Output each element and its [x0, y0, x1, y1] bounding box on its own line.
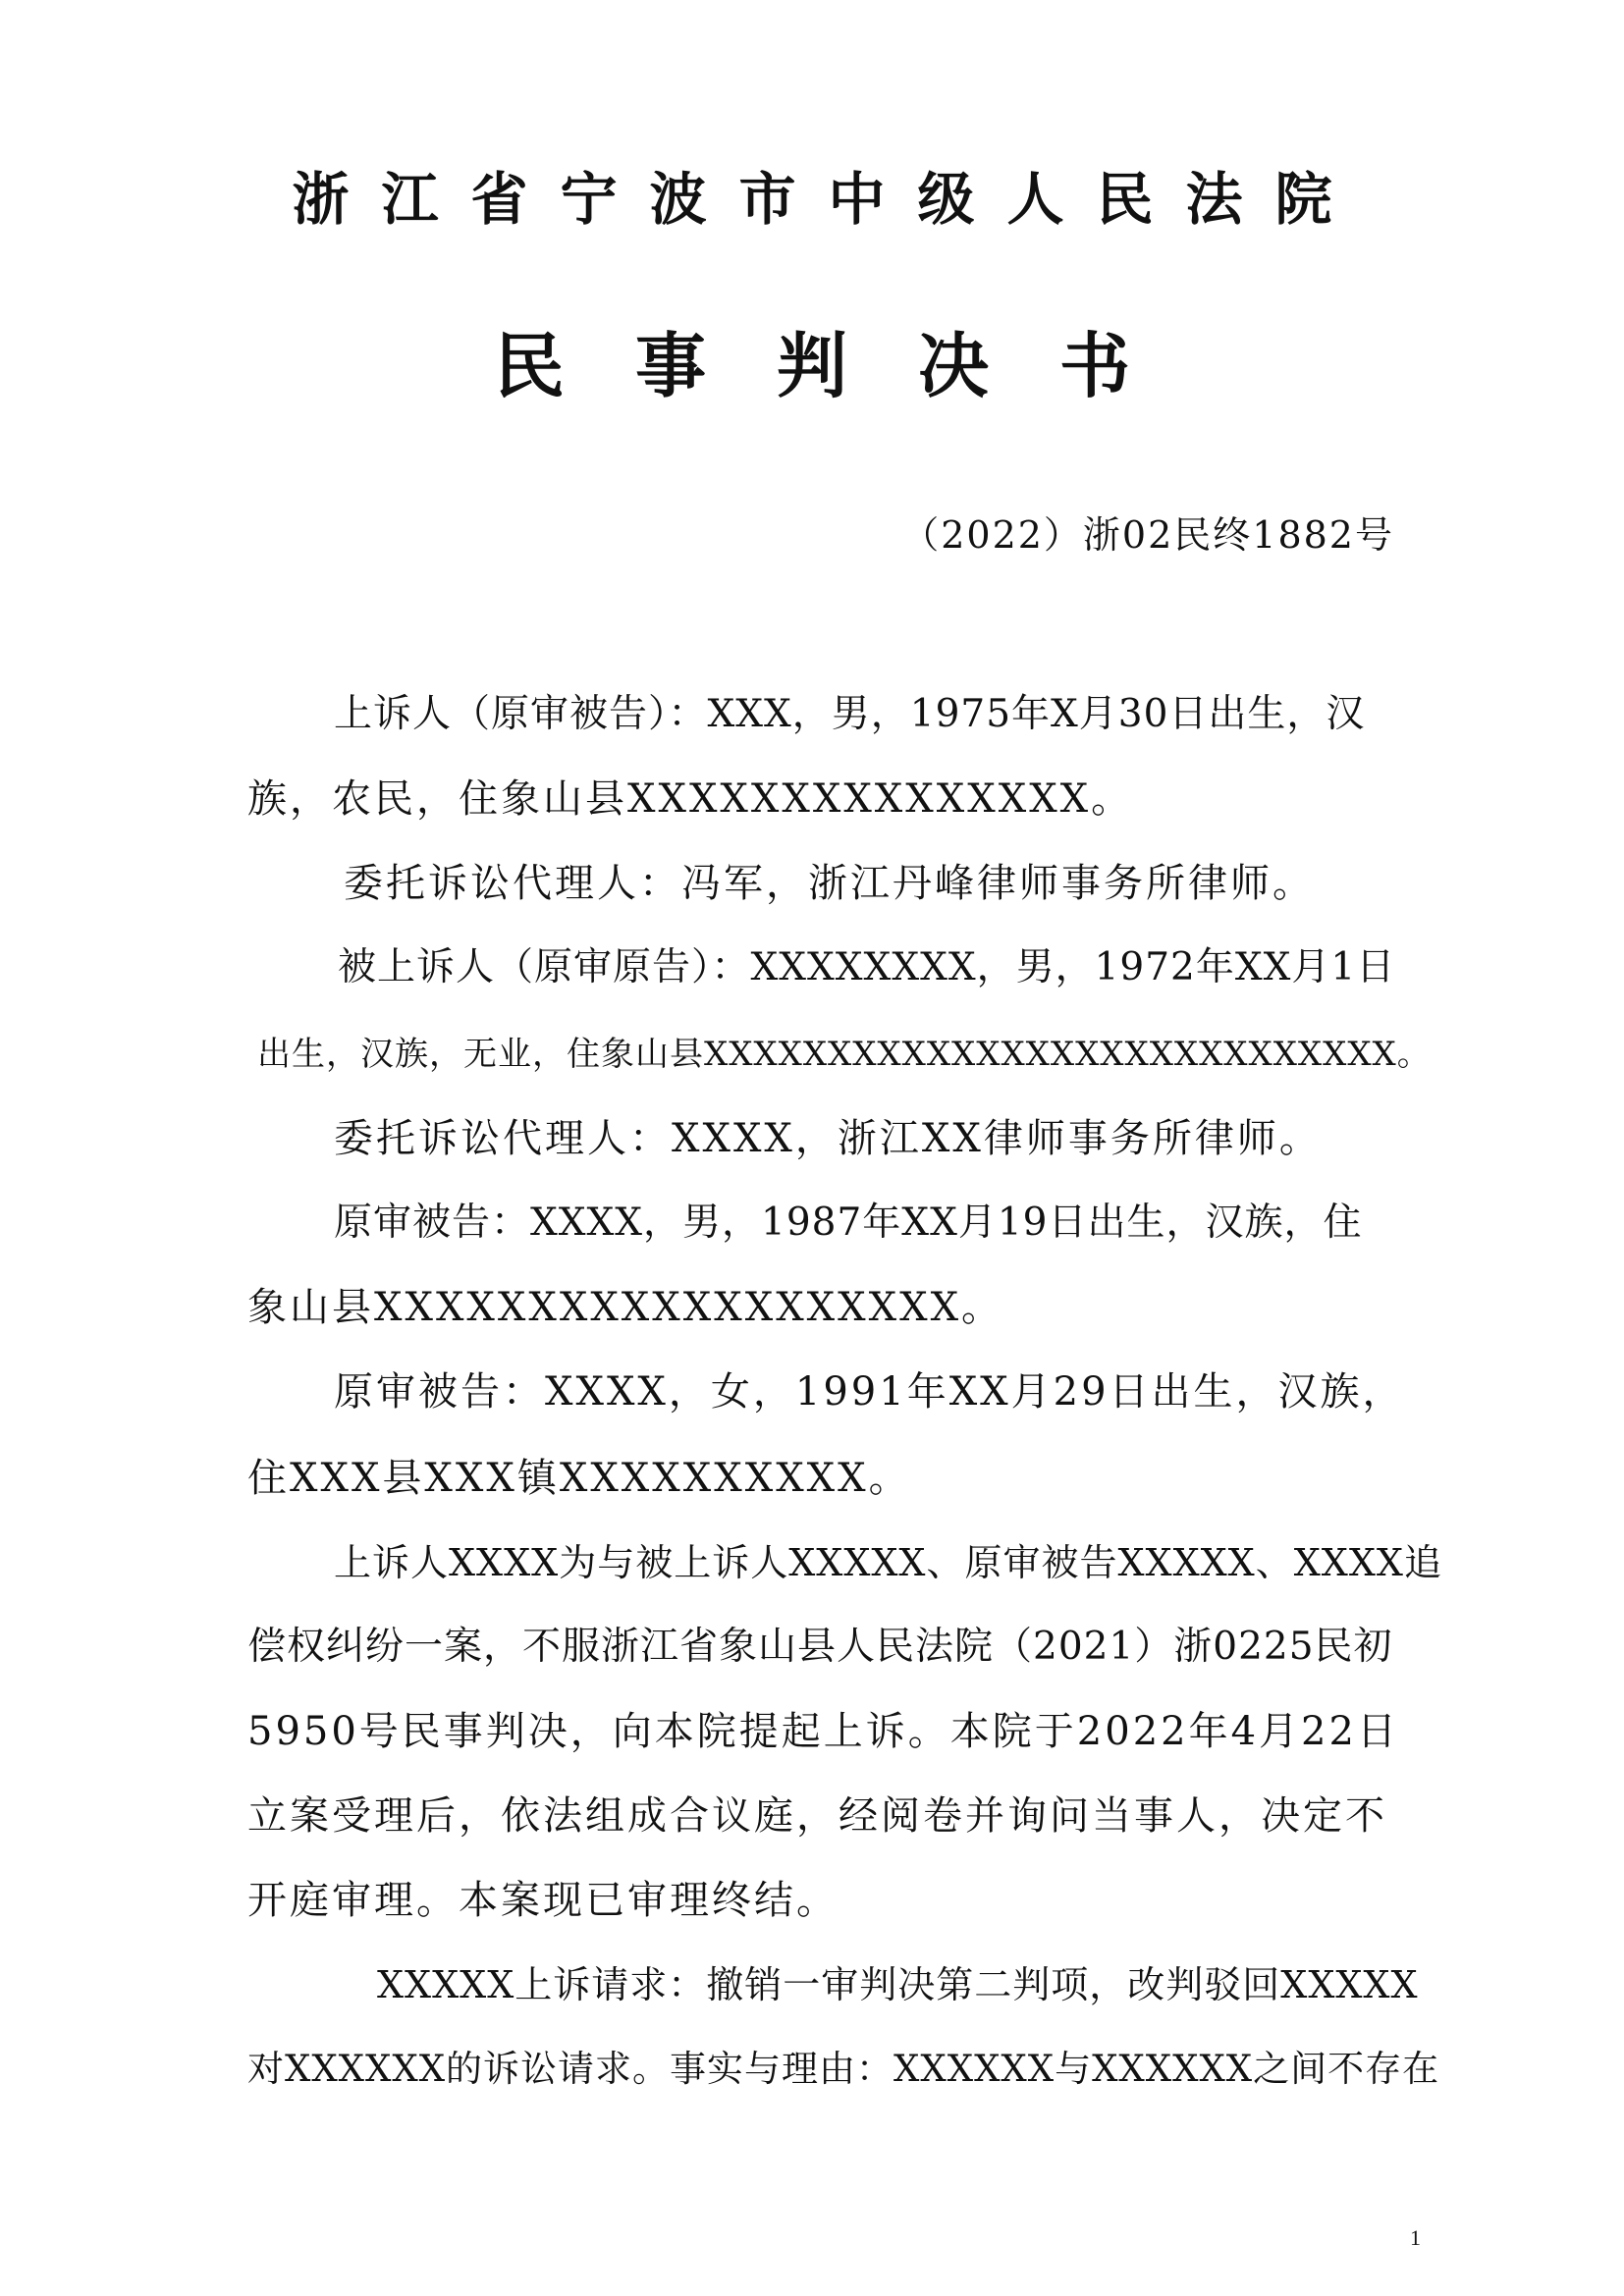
- body-line: 5950号民事判决，向本院提起上诉。本院于2022年4月22日: [247, 1709, 1399, 1754]
- body-line: 委托诉讼代理人：冯军，浙江丹峰律师事务所律师。: [344, 861, 1315, 906]
- body-line: 立案受理后，依法组成合议庭，经阅卷并询问当事人，决定不: [247, 1793, 1387, 1839]
- body-line: 开庭审理。本案现已审理终结。: [247, 1878, 839, 1923]
- body-line: 原审被告：XXXX，女，1991年XX月29日出生，汉族，: [334, 1369, 1405, 1415]
- case-number: （2022）浙02民终1882号: [901, 513, 1394, 557]
- body-line: 族，农民，住象山县XXXXXXXXXXXXXXX。: [247, 776, 1134, 822]
- body-line: 上诉人（原审被告）：XXX，男，1975年X月30日出生，汉: [334, 692, 1366, 736]
- body-line: 委托诉讼代理人：XXXX，浙江XX律师事务所律师。: [334, 1116, 1322, 1161]
- body-line: 被上诉人（原审原告）：XXXXXXXX，男，1972年XX月1日: [338, 945, 1396, 989]
- body-line: 原审被告：XXXX，男，1987年XX月19日出生，汉族，住: [334, 1201, 1363, 1245]
- body-line: 偿权纠纷一案，不服浙江省象山县人民法院（2021）浙0225民初: [247, 1625, 1393, 1669]
- body-line: 象山县XXXXXXXXXXXXXXXXXXX。: [247, 1285, 1004, 1330]
- body-line: 住XXX县XXX镇XXXXXXXXXX。: [247, 1456, 911, 1501]
- page-number: 1: [1410, 2225, 1421, 2250]
- document-type: 民事判决书: [493, 325, 1201, 407]
- court-name: 浙江省宁波市中级人民法院: [292, 166, 1365, 233]
- body-line: 上诉人XXXX为与被上诉人XXXXX、原审被告XXXXX、XXXX追: [334, 1541, 1442, 1584]
- body-line: 对XXXXXX的诉讼请求。事实与理由：XXXXXX与XXXXXX之间不存在: [247, 2048, 1440, 2090]
- body-line: 出生，汉族，无业，住象山县XXXXXXXXXXXXXXXXXXXXXXXXXXXX。: [257, 1035, 1432, 1074]
- body-line: XXXXX上诉请求：撤销一审判决第二判项，改判驳回XXXXX: [377, 1963, 1419, 2006]
